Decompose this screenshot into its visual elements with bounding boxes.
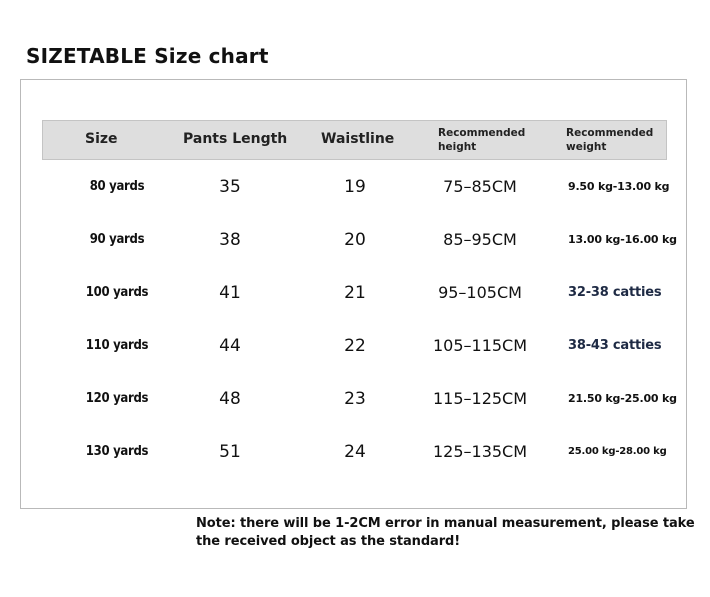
cell-weight: 38-43 catties (568, 338, 662, 353)
cell-waistline: 24 (344, 442, 366, 462)
cell-waistline: 21 (344, 283, 366, 303)
table-header (42, 120, 667, 160)
cell-pants-length: 44 (219, 336, 241, 356)
cell-pants-length: 41 (219, 283, 241, 303)
cell-height: 95–105CM (438, 283, 522, 302)
header-height-line1: Recommended (438, 127, 526, 139)
cell-weight: 25.00 kg-28.00 kg (568, 446, 667, 457)
table-row (42, 172, 682, 202)
cell-pants-length: 48 (219, 389, 241, 409)
cell-weight: 21.50 kg-25.00 kg (568, 392, 677, 405)
table-row (42, 331, 682, 361)
header-weight-line2: weight (566, 141, 607, 153)
cell-height: 115–125CM (432, 389, 528, 408)
table-row (42, 225, 682, 255)
cell-size: 120 yards (85, 391, 149, 406)
cell-size: 80 yards (89, 179, 145, 194)
header-waistline: Waistline (321, 131, 395, 147)
cell-weight: 9.50 kg-13.00 kg (568, 180, 670, 193)
cell-pants-length: 51 (219, 442, 241, 462)
header-pants-length: Pants Length (183, 131, 288, 147)
header-height-line2: height (438, 141, 477, 153)
cell-waistline: 23 (344, 389, 366, 409)
table-row (42, 278, 682, 308)
header-weight-line1: Recommended (566, 127, 654, 139)
cell-weight: 13.00 kg-16.00 kg (568, 233, 677, 246)
cell-size: 100 yards (85, 285, 149, 300)
cell-waistline: 20 (344, 230, 366, 250)
cell-pants-length: 38 (219, 230, 241, 250)
measurement-note: Note: there will be 1-2CM error in manual measurement, please take the received object as the standard! (196, 516, 695, 549)
cell-pants-length: 35 (219, 177, 241, 197)
cell-height: 75–85CM (443, 177, 517, 196)
cell-height: 105–115CM (432, 336, 528, 355)
cell-size: 110 yards (85, 338, 149, 353)
header-recommended-height (438, 126, 538, 154)
header-recommended-weight (566, 126, 666, 154)
table-row (42, 384, 682, 414)
cell-height: 125–135CM (432, 442, 528, 461)
cell-waistline: 22 (344, 336, 366, 356)
page-title: SIZETABLE Size chart (26, 44, 269, 68)
table-row (42, 437, 682, 467)
cell-size: 130 yards (85, 444, 149, 459)
header-size: Size (85, 131, 118, 147)
cell-weight: 32-38 catties (568, 285, 662, 300)
cell-size: 90 yards (89, 232, 145, 247)
cell-waistline: 19 (344, 177, 366, 197)
cell-height: 85–95CM (443, 230, 517, 249)
